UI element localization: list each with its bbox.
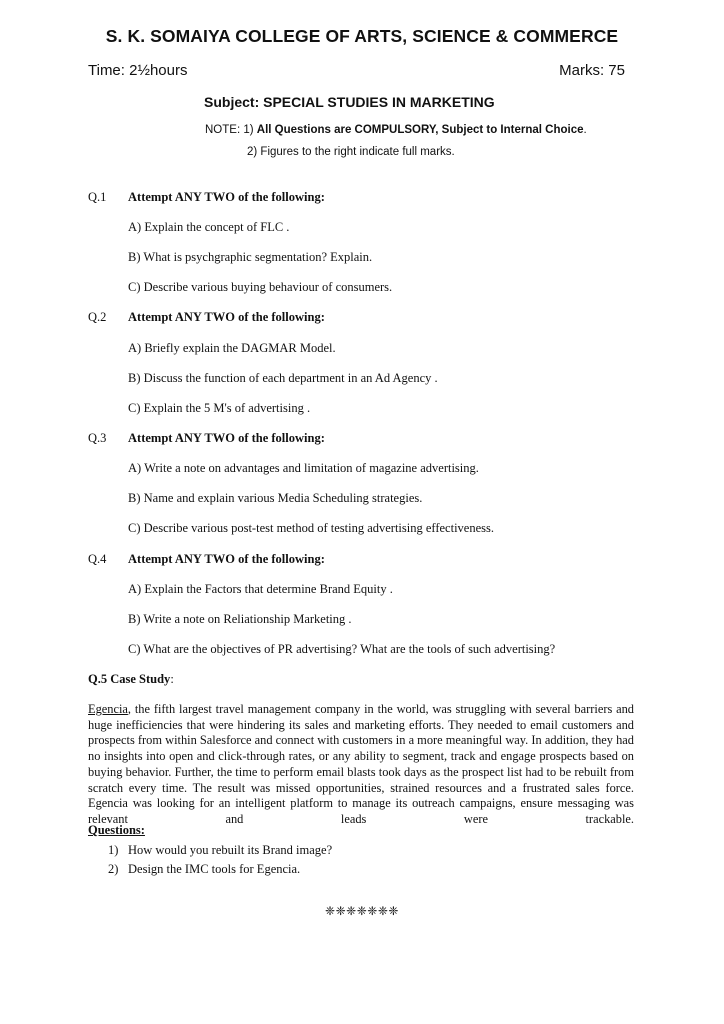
question-option: A) Explain the Factors that determine Brand Equity . [128, 582, 393, 596]
question-option: B) Write a note on Reliationship Marketing . [128, 612, 352, 626]
question-heading: Attempt ANY TWO of the following: [128, 190, 325, 204]
question-option: A) Briefly explain the DAGMAR Model. [128, 341, 336, 355]
question-option: C) Explain the 5 M's of advertising . [128, 401, 311, 415]
question-number: Q.3 [88, 431, 107, 445]
exam-marks: Marks: 75 [559, 62, 625, 79]
end-of-paper-stars: ❈❈❈❈❈❈❈ [325, 904, 399, 918]
question-heading: Attempt ANY TWO of the following: [128, 552, 325, 566]
exam-time: Time: 2½hours [88, 62, 188, 79]
question-option: B) What is psychgraphic segmentation? Explain. [128, 250, 373, 264]
question-heading: Attempt ANY TWO of the following: [128, 310, 325, 324]
case-questions-heading: Questions: [88, 823, 145, 837]
question-option: C) What are the objectives of PR advertising? What are the tools of such advertising? [128, 642, 556, 656]
case-question-number: 1) [108, 843, 119, 857]
note-prefix: NOTE: 1) [205, 124, 257, 136]
question-option: A) Explain the concept of FLC . [128, 220, 290, 234]
note-line-1 [205, 124, 587, 136]
question-number: Q.2 [88, 310, 107, 324]
exam-subject: Subject: SPECIAL STUDIES IN MARKETING [204, 94, 495, 110]
question-heading: Attempt ANY TWO of the following: [128, 431, 325, 445]
case-study-title-suffix: : [170, 672, 174, 686]
case-question-text: Design the IMC tools for Egencia. [128, 862, 301, 876]
question-option: C) Describe various post-test method of testing advertising effectiveness. [128, 521, 494, 535]
note-line-2: 2) Figures to the right indicate full marks. [247, 146, 455, 158]
college-title: S. K. SOMAIYA COLLEGE OF ARTS, SCIENCE & COMMERCE [105, 26, 619, 46]
note-suffix: . [583, 124, 587, 136]
question-option: B) Discuss the function of each department in an Ad Agency . [128, 371, 438, 385]
question-option: B) Name and explain various Media Scheduling strategies. [128, 491, 423, 505]
case-study-title-bold: Q.5 Case Study [88, 672, 171, 686]
company-name: Egencia [88, 702, 128, 716]
case-study-paragraph [88, 702, 634, 828]
case-study-text: , the fifth largest travel management company in the world, was struggling with several barriers and huge inefficiencies that were hindering its sales and marketing efforts. They needed to email customers and prospects from within Salesforce and connect with customers in a more meaningful way. In addition, they had no insights into open and click-through rates, or any ability to segment, track and engage prospects based on buying behavior. Further, the time to perform email blasts took days as the prospect list had to be rebuilt from scratch every time. The result was missed opportunities, strained resources and a frustrated sales force. Egencia was looking for an intelligent platform to manage its outreach campaigns, ensure messaging was relevant and leads were trackable. [88, 702, 634, 826]
case-question-text: How would you rebuilt its Brand image? [128, 843, 333, 857]
case-question-number: 2) [108, 862, 119, 876]
question-option: C) Describe various buying behaviour of consumers. [128, 280, 393, 294]
question-number: Q.1 [88, 190, 107, 204]
note-bold: All Questions are COMPULSORY, Subject to Internal Choice [256, 124, 584, 136]
case-study-title [88, 672, 174, 687]
question-number: Q.4 [88, 552, 107, 566]
question-option: A) Write a note on advantages and limitation of magazine advertising. [128, 461, 479, 475]
